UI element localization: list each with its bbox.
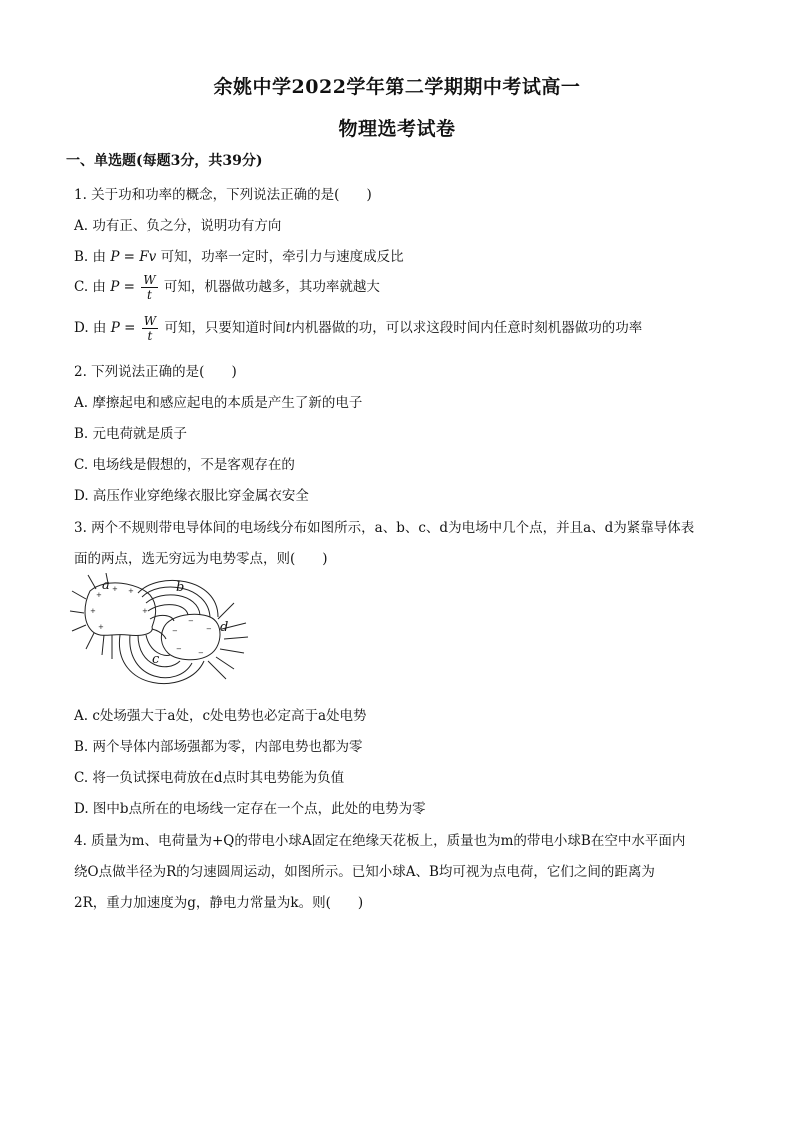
- plus-charge: +: [142, 607, 148, 615]
- fraction-w-over-t: [141, 273, 157, 302]
- plus-charge: +: [90, 607, 96, 615]
- minus-charge: −: [206, 625, 212, 633]
- q4-line1: 4. 质量为m、电荷量为+Q的带电小球A固定在绝缘天花板上，质量也为m的带电小球B在空中水平面内: [74, 833, 686, 849]
- q1-option-c-lhs: P =: [110, 279, 135, 295]
- q4-line3: 2R，重力加速度为g，静电力常量为k。则( ): [74, 895, 364, 911]
- exam-title: 余姚中学2022学年第二学期期中考试高一: [213, 76, 581, 98]
- field-line: [152, 629, 166, 639]
- q3-stem-line1: 3. 两个不规则带电导体间的电场线分布如图所示，a、b、c、d为电场中几个点，并且a、d为紧靠导体表: [74, 520, 695, 536]
- q1-option-b: [74, 245, 404, 265]
- fraction-w-over-t: [142, 314, 158, 343]
- q1-option-d-prefix: D. 由: [74, 320, 107, 336]
- field-line: [102, 635, 104, 655]
- label-a: a: [102, 578, 110, 593]
- q1-option-b-prefix: B. 由: [74, 249, 107, 265]
- q1-option-c: [74, 273, 380, 302]
- label-c: c: [152, 652, 160, 667]
- field-line: [130, 635, 192, 678]
- field-line: [218, 603, 234, 619]
- field-line: [72, 625, 86, 631]
- q1-option-c-prefix: C. 由: [74, 279, 106, 295]
- minus-charge: −: [198, 649, 204, 657]
- q2-option-c: C. 电场线是假想的，不是客观存在的: [74, 457, 295, 473]
- q1-option-d-text-end: 内机器做的功，可以求这段时间内任意时刻机器做功的功率: [291, 320, 643, 336]
- plus-charge: +: [98, 623, 104, 631]
- q1-stem: 1. 关于功和功率的概念，下列说法正确的是( ): [74, 187, 372, 203]
- label-d: d: [220, 620, 229, 635]
- fraction-numerator: W: [143, 273, 156, 287]
- q3-option-d: D. 图中b点所在的电场线一定存在一个点，此处的电势为零: [74, 801, 426, 817]
- q1-option-a: A. 功有正、负之分，说明功有方向: [74, 218, 282, 234]
- field-line: [216, 657, 234, 669]
- q1-option-d-text: 可知，只要知道时间: [164, 320, 286, 336]
- plus-charge: +: [112, 585, 118, 593]
- q2-option-b: B. 元电荷就是质子: [74, 426, 188, 442]
- field-line: [70, 611, 84, 613]
- minus-charge: −: [188, 617, 194, 625]
- q1-option-d: [74, 314, 642, 343]
- section-heading: 一、单选题(每题3分，共39分): [66, 153, 263, 169]
- field-line: [72, 591, 86, 599]
- plus-charge: +: [96, 591, 102, 599]
- electric-field-figure: [68, 573, 258, 695]
- field-line: [148, 605, 188, 615]
- field-line: [86, 633, 94, 649]
- q1-option-b-text: 可知，功率一定时，牵引力与速度成反比: [160, 249, 404, 265]
- minus-charge: −: [176, 645, 182, 653]
- field-line: [220, 649, 244, 653]
- field-line: [208, 661, 226, 679]
- q2-stem: 2. 下列说法正确的是( ): [74, 364, 237, 380]
- q3-stem-line2: 面的两点，选无穷远为电势零点，则( ): [74, 551, 328, 567]
- plus-charge: +: [128, 587, 134, 595]
- q2-option-a: A. 摩擦起电和感应起电的本质是产生了新的电子: [74, 395, 363, 411]
- fraction-numerator: W: [143, 314, 157, 328]
- exam-subtitle: 物理选考试卷: [338, 118, 456, 140]
- fraction-denominator: t: [146, 288, 152, 302]
- fraction-denominator: t: [147, 329, 153, 343]
- q1-option-d-lhs: P =: [110, 320, 136, 336]
- q1-option-c-text: 可知，机器做功越多，其功率就越大: [163, 279, 380, 295]
- q3-option-a: A. c处场强大于a处，c处电势也必定高于a处电势: [74, 708, 367, 724]
- q1-option-d-t: t: [285, 320, 292, 336]
- field-line: [224, 637, 248, 639]
- field-line: [88, 575, 96, 589]
- q3-option-c: C. 将一负试探电荷放在d点时其电势能为负值: [74, 770, 345, 786]
- q4-line2: 绕O点做半径为R的匀速圆周运动，如图所示。已知小球A、B均可视为点电荷，它们之间的距离为: [74, 864, 655, 880]
- minus-charge: −: [172, 627, 178, 635]
- q1-option-b-formula: P = Fv: [110, 249, 157, 265]
- label-b: b: [176, 580, 185, 595]
- q3-option-b: B. 两个导体内部场强都为零，内部电势也都为零: [74, 739, 363, 755]
- q2-option-d: D. 高压作业穿绝缘衣服比穿金属衣安全: [74, 488, 309, 504]
